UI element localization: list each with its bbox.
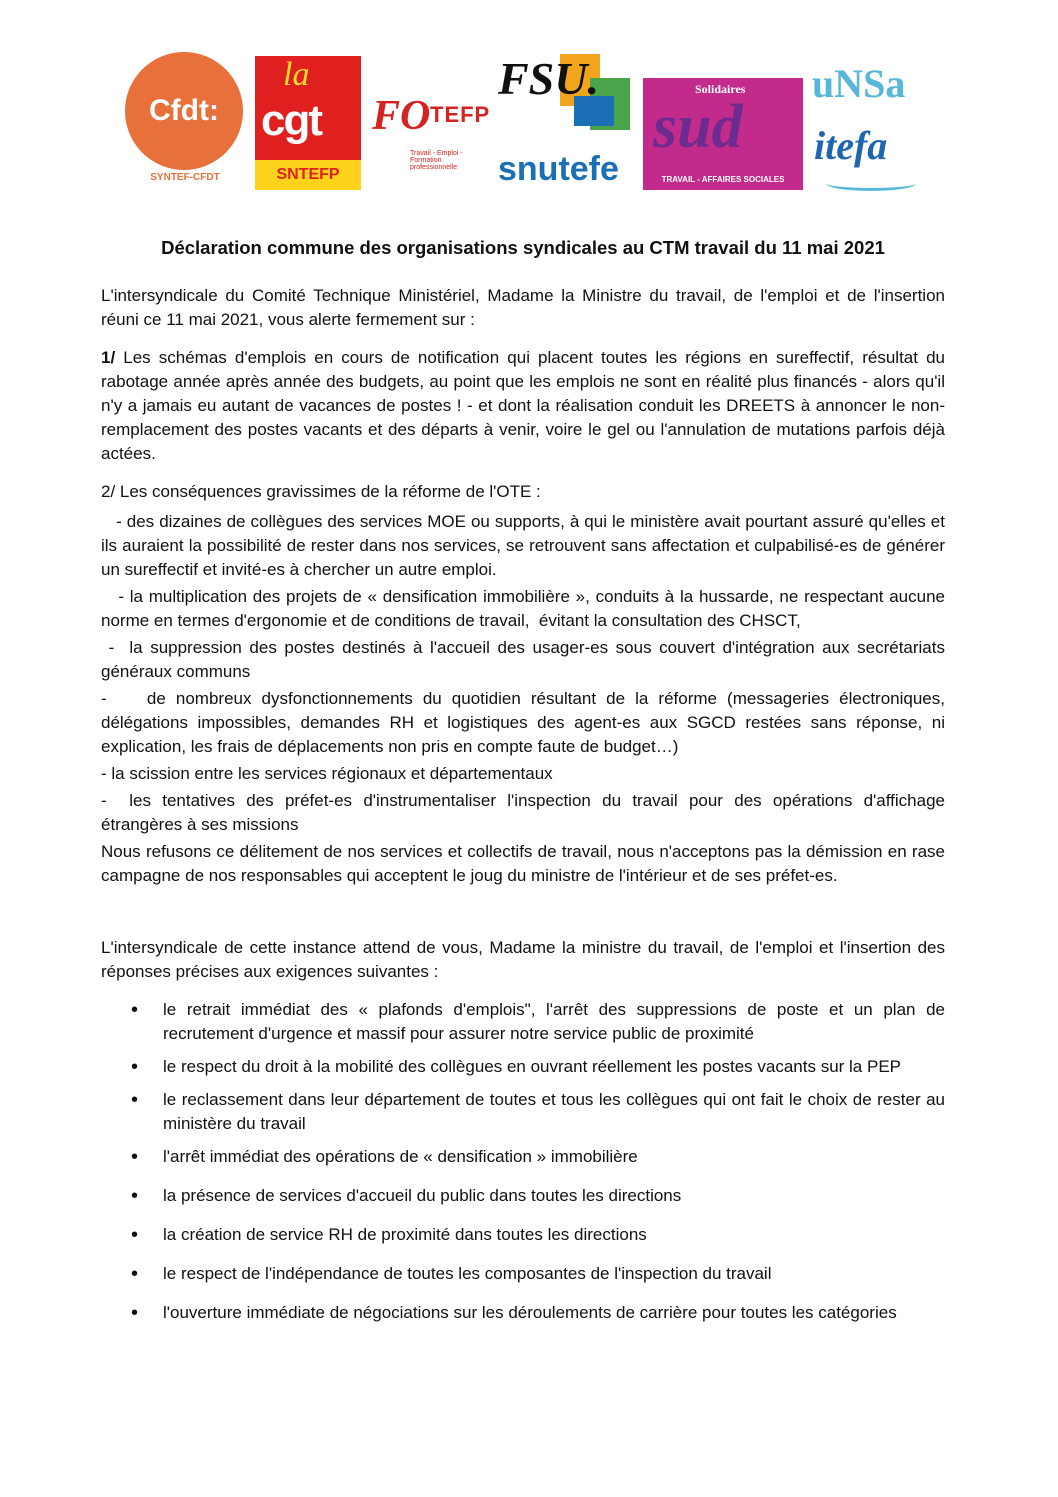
sud-logo-name: sud [653, 93, 743, 161]
expectations-paragraph: L'intersyndicale de cette instance attend de vous, Madame la ministre du travail, de l'emploi et l'insertion des réponses précises aux exigences suivantes : [101, 938, 945, 981]
cgt-logo [255, 56, 361, 190]
declaration-document [101, 236, 950, 1334]
intro-paragraph: L'intersyndicale du Comité Technique Ministériel, Madame la Ministre du travail, de l'emploi et de l'insertion réuni ce 11 mai 2021, vous alerte fermement sur : [101, 286, 945, 329]
demand-item: • la création de service RH de proximité dans toutes les directions [101, 1223, 945, 1247]
demand-item: • le respect du droit à la mobilité des collègues en ouvrant réellement les postes vacants sur la PEP [101, 1055, 945, 1079]
fsu-logo-sub: snutefe [498, 150, 619, 188]
sud-logo-top: Solidaires [695, 82, 746, 96]
point-2-list [101, 510, 950, 888]
cfdt-logo-name: Cfdt: [125, 52, 243, 170]
demand-item: • l'arrêt immédiat des opérations de « densification » immobilière [101, 1145, 945, 1169]
cfdt-logo [120, 48, 250, 193]
point-2-item: - la multiplication des projets de « densification immobilière », conduits à la hussarde, ne respectant aucune norme en termes d'ergonomie et de conditions de travail, évitant la consultation des CHSCT, [101, 587, 950, 630]
point-2-item: - des dizaines de collègues des services MOE ou supports, à qui le ministère avait pourtant assuré qu'elles et ils auraient la possibilité de rester dans nos services, se retrouvent sans affectation et culpabilisé-es de générer un sureffectif et invité-es à chercher un autre emploi. [101, 512, 950, 579]
cfdt-logo-sub: SYNTEF-CFDT [150, 172, 220, 183]
unsa-logo-name: uNSa [812, 61, 906, 106]
point-1-text: Les schémas d'emplois en cours de notification qui placent toutes les régions en sureffectif, résultat du rabotage année après année des budgets, au point que les emplois ne sont en réalité plus financés - alors qu'il n'y a jamais eu autant de vacances de postes ! - et dont la réalisation conduit les DREETS à annoncer le non-remplacement des postes vacants et des départs à venir, voire le gel ou l'annulation de mutations parfois déjà actées. [101, 348, 945, 463]
point-1 [101, 346, 945, 466]
cgt-logo-name: cgt [261, 96, 321, 145]
cgt-logo-sub: SNTEFP [255, 160, 361, 190]
union-logos-banner [120, 48, 930, 196]
fsu-logo [498, 52, 633, 192]
unsa-logo-sub: itefa [814, 123, 888, 168]
sud-logo-sub: TRAVAIL - AFFAIRES SOCIALES [661, 175, 785, 184]
fo-logo [370, 88, 491, 171]
point-2-item: - de nombreux dysfonctionnements du quotidien résultant de la réforme (messageries électroniques, délégations impossibles, demandes RH et logistiques des agent-es aux SGCD restées sans réponse, ni explication, les frais de déplacements non pris en compte faute de budget…) [101, 689, 950, 756]
point-2-heading: 2/ Les conséquences gravissimes de la réforme de l'OTE : [101, 482, 541, 501]
refusal-paragraph: Nous refusons ce délitement de nos services et collectifs de travail, nous n'acceptons pas la démission en rase campagne de nos responsables qui acceptent le joug du ministre de l'intérieur et de ses préfet-es. [101, 842, 945, 885]
fo-logo-small: Travail - Emploi - Formation professionnelle [410, 150, 463, 171]
unsa-logo [810, 60, 925, 192]
demand-item: • le respect de l'indépendance de toutes les composantes de l'inspection du travail [101, 1262, 945, 1286]
demand-item: • l'ouverture immédiate de négociations sur les déroulements de carrière pour toutes les catégories [101, 1301, 945, 1325]
demand-item: • le reclassement dans leur département de toutes et tous les collègues qui ont fait le choix de rester au ministère du travail [101, 1088, 945, 1136]
sud-logo [643, 78, 803, 190]
fo-logo-sub: TEFP [430, 102, 491, 127]
fsu-logo-name: FSU. [498, 53, 599, 104]
page-title: Déclaration commune des organisations syndicales au CTM travail du 11 mai 2021 [161, 237, 885, 258]
demand-item: • le retrait immédiat des « plafonds d'emplois", l'arrêt des suppressions de poste et un plan de recrutement d'urgence et massif pour assurer notre service public de proximité [101, 998, 945, 1046]
point-2-item: - les tentatives des préfet-es d'instrumentaliser l'inspection du travail pour des opérations d'affichage étrangères à ses missions [101, 791, 950, 834]
unsa-swoosh [826, 176, 916, 191]
point-2-item: - la scission entre les services régionaux et départementaux [101, 764, 553, 783]
demands-list [101, 998, 945, 1325]
point-1-label: 1/ [101, 348, 116, 367]
cgt-logo-la: la [283, 56, 310, 93]
demand-item: • la présence de services d'accueil du public dans toutes les directions [101, 1184, 945, 1208]
fo-logo-name: FO [372, 93, 431, 139]
point-2-item: - la suppression des postes destinés à l'accueil des usager-es sous couvert d'intégration aux secrétariats généraux communs [101, 638, 950, 681]
